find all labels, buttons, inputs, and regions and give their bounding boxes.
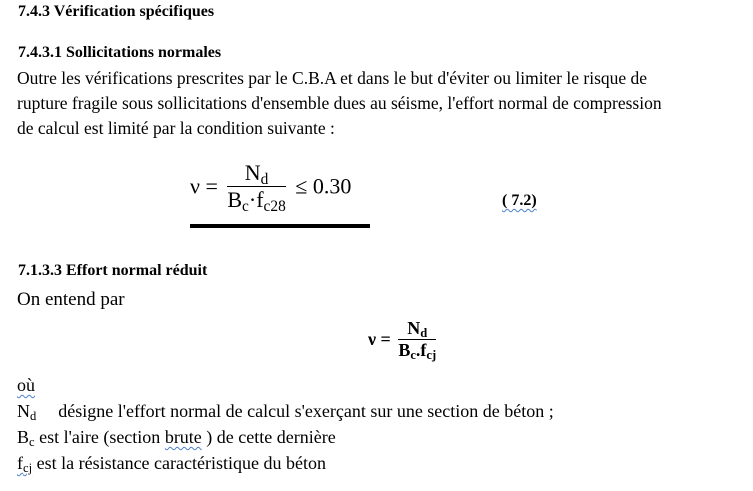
eq-numerator: $N_d$ <box>244 160 269 188</box>
paragraph-intro <box>17 66 662 141</box>
paragraph-line: de calcul est limité par la condition suivante : <box>17 118 335 138</box>
symbol-nd: $N_d$ <box>17 401 37 424</box>
equation-7-2 <box>190 160 351 213</box>
definition-bc: $B_c$ est l'aire (section brute ) de cette dernière <box>17 427 336 450</box>
symbol-fcj: $f_{cj}$ <box>17 453 33 476</box>
paragraph-line: rupture fragile sous sollicitations d'ensemble dues au séisme, l'effort normal de compression <box>17 93 662 113</box>
paragraph-line: Outre les vérifications prescrites par le C.B.A et dans le but d'éviter ou limiter le risque de <box>17 68 648 88</box>
definition-nd: $N_d$ désigne l'effort normal de calcul s'exerçant sur une section de béton ; <box>17 401 554 424</box>
symbol-bc: $B_c$ <box>17 427 35 450</box>
eq-numerator: $N_d$ <box>407 318 428 341</box>
definition-fcj: $f_{cj}$ est la résistance caractéristique du béton <box>17 453 326 476</box>
equation-number: ( 7.2) <box>502 192 537 209</box>
equation-underline <box>190 224 370 228</box>
eq-lhs: ν = <box>190 173 218 199</box>
paragraph-on-entend: On entend par <box>17 289 125 310</box>
eq-fraction <box>227 160 285 213</box>
eq-denominator: $B_c\cdot f_{c28}$ <box>227 187 286 215</box>
section-heading-7-4-3: 7.4.3 Vérification spécifiques <box>18 3 215 20</box>
word-ou: où <box>17 375 35 395</box>
eq-rhs: ≤ 0.30 <box>295 173 352 199</box>
equation-reduced-normal <box>368 318 439 361</box>
eq-lhs: ν = <box>368 329 391 349</box>
eq-denominator: $B_c.f_{cj}$ <box>398 340 437 363</box>
eq-fraction <box>398 318 436 361</box>
subsection-heading-sollicitations: 7.4.3.1 Sollicitations normales <box>18 44 222 61</box>
subsection-heading-effort-normal: 7.1.3.3 Effort normal réduit <box>18 262 208 279</box>
